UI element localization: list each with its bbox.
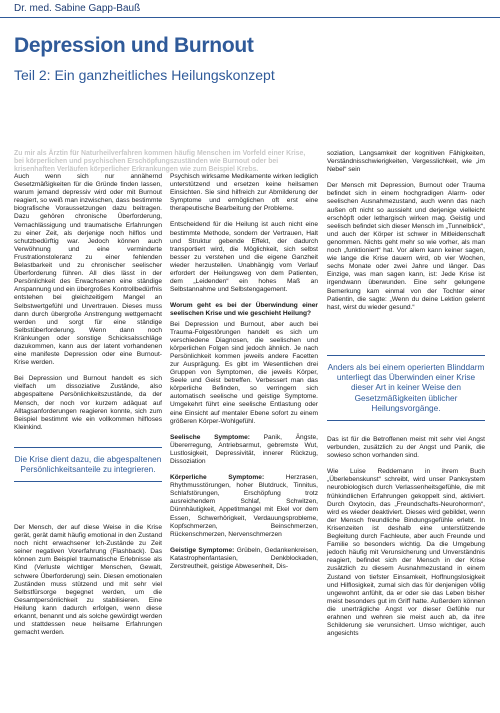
column-3 (327, 150, 485, 320)
article-subtitle: Teil 2: Ein ganzheitliches Heilungskonzept (14, 67, 275, 83)
column-1 (14, 173, 162, 440)
col3-paragraph-3: Wie Luise Reddemann in ihrem Buch „Überlebenskunst“ schreibt, wird unser Panksystem neurobiologisch durch Verlassenheitsgefühle, die mit frühkindlichen Erfahrungen gekoppelt sind, aktiviert. Durch Oxytocin, das „Freundschafts-Neurohormon“, wird es wieder deaktiviert. Dieses wird gebildet, wenn der Mensch freundliche Bindungsgefühle erlebt. In Krisenzeiten ist deshalb eine unterstützende Begleitung durch Fachleute, aber auch Freunde und Familie so besonders wichtig. Da die Umgebung jedoch häufig mit Verunsicherung und Unverständnis reagiert, befindet sich der Mensch in der Krise zusätzlich zu diesem Ausnahmezustand in einem Zustand von tiefster Einsamkeit, Hoffnungslosigkeit und Hilflosigkeit, zumal sich das für denjenigen völlig ungewohnt anfühlt, da er oder sie das Leben bisher meist besonders gut im Griff hatte. Außerdem können die unerträgliche Angst vor dieser Gefühle nur erahnen und wehren sie meist auch ab, da ihre Schilderung sie verunsichert. Umso wichtiger, auch angesichts (327, 468, 485, 638)
col2-paragraph-3: Bei Depression und Burnout, aber auch bei Trauma-Folgestörungen handelt es sich um verschiedene Diagnosen, die seelischen und körperlichen Folgen sind jedoch ähnlich. Je nach Persönlichkeit kommen jeweils andere Facetten zur Ausprägung. Es gibt im Wesentlichen drei Gruppen von Symptomen, die jeweils Körper, Seele und Geist betreffen. Verbessert man das körperliche Befinden, so verringern sich automatisch seelische und geistige Symptome. Umgekehrt führt eine seelische Entlastung oder eine Einsicht auf mentaler Ebene sofort zu einem größeren Körper-Wohlgefühl. (170, 320, 318, 425)
col2-subheading: Worum geht es bei der Überwindung einer seelischen Krise und wie geschieht Heilung? (170, 302, 318, 318)
koerperliche-text: Herzrasen, Rhythmusstörungen, hoher Blutdruck, Tinnitus, Schlafstörungen, Erschöpfung trotz ausreichendem Schlaf, Schwitzen, Dünnhäutigkeit, Appetitmangel mit Ekel vor dem Essen, Schwerhörigkeit, Verdauungsprobleme, Kopfschmerzen, Beinschmerzen, Rückenschmerzen, Nervenschmerzen (170, 474, 318, 538)
geistige-text: Grübeln, Gedankenkreisen, Katastrophenfantasien, Denkblockaden, Zerstreutheit, geistige Abwesenheit, Dis- (170, 546, 318, 571)
col2-paragraph-1: Psychisch wirksame Medikamente wirken lediglich unterstützend und ersetzen keine heilsamen Einsichten. Sie sind hilfreich zur Abmilderung der Symptome und ermöglichen oft erst eine therapeutische Bearbeitung der Probleme. (170, 173, 318, 213)
col3-paragraph-0: soziation, Langsamkeit der kognitiven Fähigkeiten, Verständnisschwierigkeiten, Vergesslichkeit, wie „im Nebel“ sein (327, 150, 485, 174)
col1-paragraph-1: Auch wenn sich nur annähernd Gesetzmäßigkeiten für die Gründe finden lassen, warum jemand depressiv wird oder mit Burnout reagiert, so weiß man inzwischen, dass bestimmte biografische Voraussetzungen dazu beitragen. Dazu gehören chronische Überforderung, Vernachlässigung und traumatische Erfahrungen zu einer Zeit, als derjenige noch hilflos und schutzbedürftig war. Jedoch können auch Verwöhnung und eine verminderte Frustrationstoleranz zu einer fehlenden Belastbarkeit und zu chronischer seelischer Überforderung führen. All dies lässt in der Persönlichkeit des Erwachsenen eine ständige Anspannung und ein übergroßes Kontrollbedürfnis entstehen bei gleichzeitigem Mangel an Selbstwertgefühl und Urvertrauen. Dieses muss dann durch übergroße Anstrengung wettgemacht werden und sorgt für eine ständige Selbstüberforderung. Wenn dann noch Kränkungen oder sonstige Schicksalsschläge dazukommen, kann aus der latent vorhandenen eine manifeste Depression oder eine Burnout-Krise werden. (14, 173, 162, 367)
article-title: Depression und Burnout (14, 34, 254, 57)
col1-paragraph-2: Bei Depression und Burnout handelt es sich vielfach um dissoziative Zustände, also abgespaltene Persönlichkeitszustände, da der Mensch, der noch vor kurzem adäquat auf Alltagsanforderungen reagieren konnte, sich zum Beispiel bestimmt wie ein vollkommen hilfloses Kleinkind. (14, 375, 162, 431)
col2-paragraph-2: Entscheidend für die Heilung ist auch nicht eine bestimmte Methode, sondern der Vertrauen, Halt und Struktur gebende Effekt, der dadurch transportiert wird, die Möglichkeit, sich selbst besser zu verstehen und die eigene Ganzheit wieder herzustellen. Unabhängig vom Verlauf erfordert der Heilungsweg von dem Patienten, dem „Leidenden“ ein hohes Maß an Selbstannahme und Selbstengagement. (170, 221, 318, 294)
column-1-lower (14, 524, 162, 645)
author-name: Dr. med. Sabine Gapp-Bauß (14, 3, 141, 14)
col3-paragraph-2: Das ist für die Betroffenen meist mit sehr viel Angst verbunden, zusätzlich zu der Angst und Panik, die sowieso schon vorhanden sind. (327, 436, 485, 460)
geistige-symptome (170, 547, 318, 571)
koerperliche-label: Körperliche Symptome: (170, 474, 265, 482)
koerperliche-symptome (170, 474, 318, 539)
seelische-symptome (170, 434, 318, 466)
intro-paragraph: Zu mir als Ärztin für Naturheilverfahren kommen häufig Menschen im Vorfeld einer Krise, bei körperlichen und psychischen Erschöpfungszuständen wie Burnout oder bei krisenhaften Verläufen körperlicher Erkrankungen wie zum Beispiel Krebs. (14, 150, 306, 174)
column-3-lower (327, 436, 485, 646)
pull-quote-2: Anders als bei einem operierten Blinddarm unterliegt das Überwinden einer Krise dieser Art in keiner Weise den Gesetzmäßigkeiten üblicher Heilungsvorgänge. (327, 355, 485, 421)
seelische-label: Seelische Symptome: (170, 433, 250, 441)
col1-paragraph-3: Der Mensch, der auf diese Weise in die Krise gerät, gerät damit häufig emotional in den Zustand noch nicht erwachsener Ich-Zustände zu Zeit seiner negativen Vorerfahrung (Flashback). Das können zum Beispiel traumatische Erlebnisse als Kind (Verluste wichtiger Menschen, Gewalt, schwere Überforderung) sein. Diesen emotionalen Zuständen muss stützend und mit sehr viel Selbstfürsorge begegnet werden, um die Gesamtpersönlichkeit zu stabilisieren. Eine Heilung kann dadurch erfolgen, wenn diese erkannt, benannt und als solche gewürdigt werden und stattdessen neue heilsame Erfahrungen gemacht werden. (14, 524, 162, 637)
seelische-text: Panik, Ängste, Übererregung, Antriebsarmut, gebremste Wut, Lustlosigkeit, Depressivität, innerer Rückzug, Dissoziation (170, 433, 318, 465)
col3-paragraph-1: Der Mensch mit Depression, Burnout oder Trauma befindet sich in einem hochgradigen Alarm- oder seelischen Ausnahmezustand, auch wenn das nach außen oft nicht so aussieht und derjenige vielleicht erschöpft oder lethargisch wirken mag. Geistig und seelisch befindet sich dieser Mensch im „Tunnelblick“, und auch der Körper ist schwer in Mitleidenschaft genommen. Nichts geht mehr so wie vorher, als man noch „funktioniert“ hat. Vor allem kann keiner sagen, wie lange die Krise dauern wird, ob vier Wochen, sechs Monate oder zwei Jahre und länger. Das Einzige, was man sagen kann, ist: Jede Krise ist irgendwann überwunden. Eine sehr gelungene Bemerkung kam einmal von der Tochter einer Patientin, die sagte: „Wenn du deine Lektion gelernt hast, wirst du wieder gesund.“ (327, 182, 485, 311)
geistige-label: Geistige Symptome: (170, 546, 235, 554)
header-rule (0, 17, 500, 18)
column-2 (170, 173, 318, 579)
pull-quote-1: Die Krise dient dazu, die abgespaltenen Persönlichkeitsanteile zu integrieren. (14, 447, 162, 482)
